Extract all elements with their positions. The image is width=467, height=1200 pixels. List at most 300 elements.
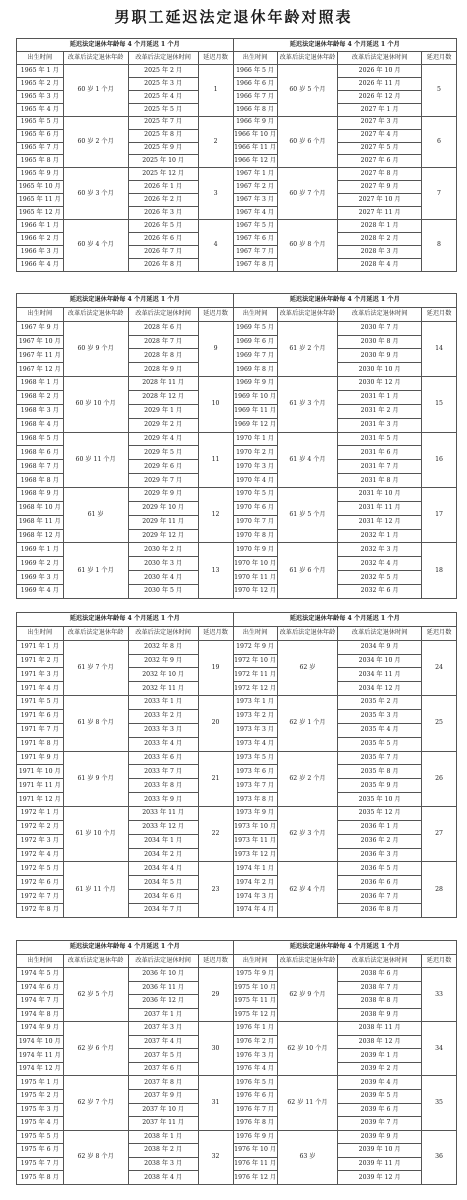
retirement-time-cell: 2033 年 4 月 (128, 737, 198, 751)
retirement-time-cell: 2031 年 12 月 (338, 515, 422, 529)
table-row (17, 696, 457, 710)
retirement-time-cell: 2039 年 7 月 (338, 1117, 422, 1131)
retirement-time-cell: 2035 年 10 月 (338, 793, 422, 807)
delay-months-cell: 32 (198, 1130, 233, 1184)
birth-time-cell: 1974 年 4 月 (233, 904, 277, 918)
birth-time-cell: 1968 年 2 月 (17, 391, 64, 405)
birth-time-cell: 1970 年 3 月 (233, 460, 277, 474)
col-header-birth: 出生时间 (17, 626, 64, 640)
retirement-age-cell: 60 岁 11 个月 (63, 432, 128, 487)
retirement-time-cell: 2031 年 7 月 (338, 460, 422, 474)
retirement-time-cell: 2038 年 4 月 (128, 1171, 198, 1185)
retirement-time-cell: 2036 年 3 月 (338, 848, 422, 862)
retirement-time-cell: 2031 年 3 月 (338, 418, 422, 432)
retirement-table (16, 38, 457, 272)
birth-time-cell: 1975 年 9 月 (233, 968, 277, 982)
retirement-age-cell: 60 岁 7 个月 (277, 168, 338, 220)
col-header-new-time: 改革后法定退休时间 (128, 307, 198, 321)
birth-time-cell: 1968 年 7 月 (17, 460, 64, 474)
retirement-time-cell: 2029 年 12 月 (128, 529, 198, 543)
retirement-time-cell: 2035 年 2 月 (338, 696, 422, 710)
birth-time-cell: 1969 年 3 月 (17, 571, 64, 585)
birth-time-cell: 1968 年 3 月 (17, 404, 64, 418)
delay-months-cell: 4 (198, 220, 233, 272)
birth-time-cell: 1968 年 5 月 (17, 432, 64, 446)
col-header-new-age: 改革后法定退休年龄 (63, 51, 128, 64)
birth-time-cell: 1976 年 2 月 (233, 1035, 277, 1049)
delay-months-cell: 9 (198, 321, 233, 376)
col-header-new-time: 改革后法定退休时间 (128, 954, 198, 968)
table-row (17, 968, 457, 982)
delay-months-cell: 24 (422, 640, 457, 695)
table-header-row (17, 941, 457, 955)
retirement-time-cell: 2028 年 3 月 (338, 246, 422, 259)
retirement-time-cell: 2033 年 2 月 (128, 710, 198, 724)
retirement-age-cell: 60 岁 1 个月 (63, 64, 128, 116)
birth-time-cell: 1965 年 8 月 (17, 155, 64, 168)
table-row (17, 432, 457, 446)
retirement-time-cell: 2027 年 1 月 (338, 103, 422, 116)
table-block-4 (16, 940, 457, 1185)
birth-time-cell: 1966 年 7 月 (233, 90, 277, 103)
birth-time-cell: 1971 年 4 月 (17, 682, 64, 696)
retirement-time-cell: 2028 年 6 月 (128, 321, 198, 335)
section-header-left: 延迟法定退休年龄每 4 个月延迟 1 个月 (17, 941, 234, 955)
table-row (17, 377, 457, 391)
retirement-time-cell: 2026 年 10 月 (338, 64, 422, 77)
birth-time-cell: 1974 年 2 月 (233, 876, 277, 890)
column-header-row (17, 307, 457, 321)
birth-time-cell: 1973 年 12 月 (233, 848, 277, 862)
birth-time-cell: 1972 年 6 月 (17, 876, 64, 890)
retirement-time-cell: 2037 年 1 月 (128, 1008, 198, 1022)
birth-time-cell: 1966 年 3 月 (17, 246, 64, 259)
birth-time-cell: 1972 年 11 月 (233, 668, 277, 682)
birth-time-cell: 1965 年 9 月 (17, 168, 64, 181)
retirement-age-cell: 62 岁 8 个月 (63, 1130, 128, 1184)
table-block-2 (16, 293, 457, 599)
birth-time-cell: 1968 年 6 月 (17, 446, 64, 460)
birth-time-cell: 1969 年 1 月 (17, 543, 64, 557)
col-header-birth: 出生时间 (233, 307, 277, 321)
retirement-time-cell: 2025 年 10 月 (128, 155, 198, 168)
retirement-time-cell: 2037 年 9 月 (128, 1090, 198, 1104)
section-header-left: 延迟法定退休年龄每 4 个月延迟 1 个月 (17, 613, 234, 627)
retirement-time-cell: 2035 年 3 月 (338, 710, 422, 724)
birth-time-cell: 1965 年 4 月 (17, 103, 64, 116)
retirement-time-cell: 2029 年 11 月 (128, 515, 198, 529)
column-header-row (17, 51, 457, 64)
birth-time-cell: 1971 年 12 月 (17, 793, 64, 807)
birth-time-cell: 1973 年 1 月 (233, 696, 277, 710)
birth-time-cell: 1975 年 3 月 (17, 1103, 64, 1117)
retirement-time-cell: 2028 年 2 月 (338, 233, 422, 246)
birth-time-cell: 1965 年 12 月 (17, 207, 64, 220)
birth-time-cell: 1966 年 5 月 (233, 64, 277, 77)
table-row (17, 1076, 457, 1090)
birth-time-cell: 1976 年 7 月 (233, 1103, 277, 1117)
birth-time-cell: 1970 年 12 月 (233, 585, 277, 599)
col-header-months: 延迟月数 (422, 626, 457, 640)
col-header-months: 延迟月数 (198, 954, 233, 968)
birth-time-cell: 1976 年 1 月 (233, 1022, 277, 1036)
retirement-time-cell: 2038 年 1 月 (128, 1130, 198, 1144)
birth-time-cell: 1972 年 12 月 (233, 682, 277, 696)
retirement-time-cell: 2038 年 12 月 (338, 1035, 422, 1049)
retirement-time-cell: 2037 年 10 月 (128, 1103, 198, 1117)
retirement-time-cell: 2028 年 12 月 (128, 391, 198, 405)
retirement-time-cell: 2032 年 1 月 (338, 529, 422, 543)
retirement-time-cell: 2034 年 9 月 (338, 640, 422, 654)
retirement-time-cell: 2028 年 7 月 (128, 335, 198, 349)
birth-time-cell: 1967 年 6 月 (233, 233, 277, 246)
birth-time-cell: 1974 年 7 月 (17, 995, 64, 1009)
birth-time-cell: 1971 年 8 月 (17, 737, 64, 751)
birth-time-cell: 1972 年 3 月 (17, 834, 64, 848)
delay-months-cell: 10 (198, 377, 233, 432)
retirement-time-cell: 2028 年 1 月 (338, 220, 422, 233)
retirement-time-cell: 2037 年 8 月 (128, 1076, 198, 1090)
retirement-time-cell: 2028 年 4 月 (338, 258, 422, 271)
delay-months-cell: 7 (422, 168, 457, 220)
retirement-time-cell: 2038 年 7 月 (338, 981, 422, 995)
retirement-time-cell: 2031 年 5 月 (338, 432, 422, 446)
retirement-time-cell: 2032 年 9 月 (128, 654, 198, 668)
birth-time-cell: 1976 年 5 月 (233, 1076, 277, 1090)
retirement-time-cell: 2031 年 10 月 (338, 488, 422, 502)
delay-months-cell: 22 (198, 807, 233, 862)
section-header-left: 延迟法定退休年龄每 4 个月延迟 1 个月 (17, 294, 234, 308)
retirement-time-cell: 2026 年 6 月 (128, 233, 198, 246)
birth-time-cell: 1974 年 5 月 (17, 968, 64, 982)
retirement-time-cell: 2039 年 5 月 (338, 1090, 422, 1104)
birth-time-cell: 1976 年 10 月 (233, 1144, 277, 1158)
col-header-months: 延迟月数 (422, 51, 457, 64)
birth-time-cell: 1972 年 5 月 (17, 862, 64, 876)
retirement-time-cell: 2034 年 1 月 (128, 834, 198, 848)
retirement-time-cell: 2035 年 12 月 (338, 807, 422, 821)
retirement-age-cell: 61 岁 5 个月 (277, 488, 338, 543)
birth-time-cell: 1966 年 4 月 (17, 258, 64, 271)
retirement-age-cell: 62 岁 2 个月 (277, 751, 338, 806)
retirement-time-cell: 2034 年 11 月 (338, 668, 422, 682)
delay-months-cell: 17 (422, 488, 457, 543)
table-row (17, 751, 457, 765)
birth-time-cell: 1966 年 1 月 (17, 220, 64, 233)
birth-time-cell: 1965 年 10 月 (17, 181, 64, 194)
retirement-time-cell: 2039 年 9 月 (338, 1130, 422, 1144)
retirement-time-cell: 2027 年 4 月 (338, 129, 422, 142)
retirement-time-cell: 2033 年 9 月 (128, 793, 198, 807)
birth-time-cell: 1974 年 1 月 (233, 862, 277, 876)
table-header-row (17, 613, 457, 627)
birth-time-cell: 1971 年 1 月 (17, 640, 64, 654)
retirement-time-cell: 2026 年 5 月 (128, 220, 198, 233)
birth-time-cell: 1968 年 8 月 (17, 474, 64, 488)
birth-time-cell: 1966 年 9 月 (233, 116, 277, 129)
birth-time-cell: 1969 年 10 月 (233, 391, 277, 405)
retirement-time-cell: 2031 年 2 月 (338, 404, 422, 418)
col-header-new-age: 改革后法定退休年龄 (63, 954, 128, 968)
birth-time-cell: 1970 年 7 月 (233, 515, 277, 529)
col-header-birth: 出生时间 (17, 954, 64, 968)
retirement-age-cell: 61 岁 7 个月 (63, 640, 128, 695)
delay-months-cell: 6 (422, 116, 457, 168)
table-row (17, 862, 457, 876)
delay-months-cell: 8 (422, 220, 457, 272)
retirement-table (16, 293, 457, 599)
retirement-time-cell: 2033 年 12 月 (128, 820, 198, 834)
birth-time-cell: 1974 年 10 月 (17, 1035, 64, 1049)
birth-time-cell: 1972 年 8 月 (17, 904, 64, 918)
retirement-age-cell: 62 岁 9 个月 (277, 968, 338, 1022)
col-header-new-time: 改革后法定退休时间 (128, 51, 198, 64)
retirement-time-cell: 2034 年 10 月 (338, 654, 422, 668)
retirement-time-cell: 2038 年 9 月 (338, 1008, 422, 1022)
birth-time-cell: 1973 年 7 月 (233, 779, 277, 793)
birth-time-cell: 1972 年 2 月 (17, 820, 64, 834)
birth-time-cell: 1974 年 6 月 (17, 981, 64, 995)
retirement-time-cell: 2030 年 5 月 (128, 585, 198, 599)
birth-time-cell: 1970 年 2 月 (233, 446, 277, 460)
section-header-right: 延迟法定退休年龄每 4 个月延迟 1 个月 (233, 39, 457, 52)
birth-time-cell: 1975 年 5 月 (17, 1130, 64, 1144)
retirement-time-cell: 2032 年 4 月 (338, 557, 422, 571)
birth-time-cell: 1967 年 5 月 (233, 220, 277, 233)
birth-time-cell: 1967 年 11 月 (17, 349, 64, 363)
birth-time-cell: 1971 年 7 月 (17, 723, 64, 737)
retirement-time-cell: 2035 年 7 月 (338, 751, 422, 765)
delay-months-cell: 1 (198, 64, 233, 116)
retirement-time-cell: 2038 年 3 月 (128, 1157, 198, 1171)
retirement-age-cell: 63 岁 (277, 1130, 338, 1184)
birth-time-cell: 1972 年 9 月 (233, 640, 277, 654)
birth-time-cell: 1972 年 1 月 (17, 807, 64, 821)
retirement-time-cell: 2027 年 8 月 (338, 168, 422, 181)
retirement-time-cell: 2034 年 5 月 (128, 876, 198, 890)
delay-months-cell: 12 (198, 488, 233, 543)
col-header-new-time: 改革后法定退休时间 (338, 626, 422, 640)
retirement-time-cell: 2037 年 11 月 (128, 1117, 198, 1131)
table-block-3 (16, 612, 457, 918)
table-header-row (17, 39, 457, 52)
birth-time-cell: 1974 年 8 月 (17, 1008, 64, 1022)
birth-time-cell: 1973 年 2 月 (233, 710, 277, 724)
delay-months-cell: 3 (198, 168, 233, 220)
delay-months-cell: 29 (198, 968, 233, 1022)
birth-time-cell: 1966 年 8 月 (233, 103, 277, 116)
delay-months-cell: 23 (198, 862, 233, 918)
table-row (17, 543, 457, 557)
retirement-age-cell: 61 岁 10 个月 (63, 807, 128, 862)
birth-time-cell: 1976 年 9 月 (233, 1130, 277, 1144)
retirement-time-cell: 2036 年 6 月 (338, 876, 422, 890)
retirement-time-cell: 2030 年 8 月 (338, 335, 422, 349)
retirement-time-cell: 2033 年 11 月 (128, 807, 198, 821)
retirement-time-cell: 2035 年 9 月 (338, 779, 422, 793)
col-header-months: 延迟月数 (422, 307, 457, 321)
retirement-age-cell: 62 岁 7 个月 (63, 1076, 128, 1130)
delay-months-cell: 35 (422, 1076, 457, 1130)
birth-time-cell: 1969 年 8 月 (233, 363, 277, 377)
birth-time-cell: 1968 年 10 月 (17, 501, 64, 515)
col-header-months: 延迟月数 (198, 626, 233, 640)
retirement-time-cell: 2034 年 12 月 (338, 682, 422, 696)
retirement-age-cell: 61 岁 8 个月 (63, 696, 128, 751)
retirement-time-cell: 2038 年 11 月 (338, 1022, 422, 1036)
birth-time-cell: 1969 年 2 月 (17, 557, 64, 571)
delay-months-cell: 13 (198, 543, 233, 599)
birth-time-cell: 1970 年 5 月 (233, 488, 277, 502)
table-row (17, 116, 457, 129)
birth-time-cell: 1967 年 10 月 (17, 335, 64, 349)
retirement-time-cell: 2031 年 6 月 (338, 446, 422, 460)
retirement-time-cell: 2027 年 6 月 (338, 155, 422, 168)
retirement-age-cell: 62 岁 11 个月 (277, 1076, 338, 1130)
table-row (17, 220, 457, 233)
retirement-time-cell: 2033 年 7 月 (128, 765, 198, 779)
retirement-time-cell: 2036 年 5 月 (338, 862, 422, 876)
birth-time-cell: 1969 年 4 月 (17, 585, 64, 599)
retirement-time-cell: 2038 年 6 月 (338, 968, 422, 982)
retirement-time-cell: 2028 年 8 月 (128, 349, 198, 363)
retirement-time-cell: 2030 年 9 月 (338, 349, 422, 363)
birth-time-cell: 1969 年 9 月 (233, 377, 277, 391)
retirement-age-cell: 62 岁 6 个月 (63, 1022, 128, 1076)
birth-time-cell: 1965 年 3 月 (17, 90, 64, 103)
retirement-age-cell: 61 岁 3 个月 (277, 377, 338, 432)
col-header-months: 延迟月数 (198, 307, 233, 321)
birth-time-cell: 1965 年 11 月 (17, 194, 64, 207)
delay-months-cell: 2 (198, 116, 233, 168)
retirement-time-cell: 2036 年 7 月 (338, 890, 422, 904)
birth-time-cell: 1968 年 4 月 (17, 418, 64, 432)
birth-time-cell: 1967 年 12 月 (17, 363, 64, 377)
retirement-time-cell: 2027 年 10 月 (338, 194, 422, 207)
retirement-time-cell: 2036 年 1 月 (338, 820, 422, 834)
birth-time-cell: 1969 年 5 月 (233, 321, 277, 335)
retirement-time-cell: 2025 年 3 月 (128, 77, 198, 90)
retirement-time-cell: 2039 年 12 月 (338, 1171, 422, 1185)
column-header-row (17, 626, 457, 640)
table-row (17, 640, 457, 654)
birth-time-cell: 1968 年 12 月 (17, 529, 64, 543)
retirement-time-cell: 2029 年 9 月 (128, 488, 198, 502)
birth-time-cell: 1971 年 5 月 (17, 696, 64, 710)
col-header-birth: 出生时间 (233, 626, 277, 640)
birth-time-cell: 1965 年 2 月 (17, 77, 64, 90)
birth-time-cell: 1971 年 3 月 (17, 668, 64, 682)
birth-time-cell: 1970 年 1 月 (233, 432, 277, 446)
delay-months-cell: 31 (198, 1076, 233, 1130)
birth-time-cell: 1973 年 8 月 (233, 793, 277, 807)
birth-time-cell: 1967 年 9 月 (17, 321, 64, 335)
retirement-time-cell: 2038 年 8 月 (338, 995, 422, 1009)
retirement-time-cell: 2025 年 9 月 (128, 142, 198, 155)
col-header-new-age: 改革后法定退休年龄 (277, 51, 338, 64)
birth-time-cell: 1975 年 2 月 (17, 1090, 64, 1104)
birth-time-cell: 1973 年 9 月 (233, 807, 277, 821)
delay-months-cell: 30 (198, 1022, 233, 1076)
table-row (17, 807, 457, 821)
delay-months-cell: 21 (198, 751, 233, 806)
retirement-time-cell: 2035 年 5 月 (338, 737, 422, 751)
birth-time-cell: 1968 年 1 月 (17, 377, 64, 391)
birth-time-cell: 1969 年 7 月 (233, 349, 277, 363)
retirement-time-cell: 2033 年 8 月 (128, 779, 198, 793)
retirement-time-cell: 2034 年 6 月 (128, 890, 198, 904)
birth-time-cell: 1974 年 3 月 (233, 890, 277, 904)
retirement-time-cell: 2037 年 5 月 (128, 1049, 198, 1063)
birth-time-cell: 1970 年 4 月 (233, 474, 277, 488)
retirement-time-cell: 2030 年 7 月 (338, 321, 422, 335)
delay-months-cell: 20 (198, 696, 233, 751)
retirement-time-cell: 2037 年 3 月 (128, 1022, 198, 1036)
birth-time-cell: 1967 年 3 月 (233, 194, 277, 207)
retirement-time-cell: 2036 年 8 月 (338, 904, 422, 918)
col-header-new-time: 改革后法定退休时间 (338, 51, 422, 64)
retirement-age-cell: 60 岁 4 个月 (63, 220, 128, 272)
birth-time-cell: 1976 年 11 月 (233, 1157, 277, 1171)
delay-months-cell: 34 (422, 1022, 457, 1076)
retirement-age-cell: 61 岁 4 个月 (277, 432, 338, 487)
retirement-time-cell: 2039 年 1 月 (338, 1049, 422, 1063)
birth-time-cell: 1968 年 11 月 (17, 515, 64, 529)
birth-time-cell: 1971 年 9 月 (17, 751, 64, 765)
retirement-time-cell: 2030 年 10 月 (338, 363, 422, 377)
birth-time-cell: 1965 年 7 月 (17, 142, 64, 155)
birth-time-cell: 1971 年 11 月 (17, 779, 64, 793)
delay-months-cell: 33 (422, 968, 457, 1022)
retirement-time-cell: 2025 年 7 月 (128, 116, 198, 129)
retirement-time-cell: 2032 年 8 月 (128, 640, 198, 654)
retirement-time-cell: 2028 年 9 月 (128, 363, 198, 377)
birth-time-cell: 1971 年 6 月 (17, 710, 64, 724)
birth-time-cell: 1975 年 11 月 (233, 995, 277, 1009)
birth-time-cell: 1975 年 10 月 (233, 981, 277, 995)
birth-time-cell: 1966 年 12 月 (233, 155, 277, 168)
retirement-time-cell: 2029 年 2 月 (128, 418, 198, 432)
birth-time-cell: 1969 年 6 月 (233, 335, 277, 349)
retirement-time-cell: 2039 年 2 月 (338, 1062, 422, 1076)
section-header-right: 延迟法定退休年龄每 4 个月延迟 1 个月 (233, 941, 457, 955)
retirement-time-cell: 2026 年 1 月 (128, 181, 198, 194)
birth-time-cell: 1974 年 12 月 (17, 1062, 64, 1076)
retirement-table (16, 612, 457, 918)
birth-time-cell: 1973 年 6 月 (233, 765, 277, 779)
retirement-time-cell: 2036 年 2 月 (338, 834, 422, 848)
birth-time-cell: 1965 年 6 月 (17, 129, 64, 142)
birth-time-cell: 1966 年 6 月 (233, 77, 277, 90)
section-header-left: 延迟法定退休年龄每 4 个月延迟 1 个月 (17, 39, 234, 52)
retirement-time-cell: 2026 年 3 月 (128, 207, 198, 220)
delay-months-cell: 18 (422, 543, 457, 599)
retirement-age-cell: 60 岁 9 个月 (63, 321, 128, 376)
col-header-new-age: 改革后法定退休年龄 (63, 307, 128, 321)
delay-months-cell: 11 (198, 432, 233, 487)
col-header-new-age: 改革后法定退休年龄 (277, 954, 338, 968)
retirement-age-cell: 61 岁 (63, 488, 128, 543)
retirement-time-cell: 2026 年 12 月 (338, 90, 422, 103)
retirement-time-cell: 2029 年 6 月 (128, 460, 198, 474)
col-header-new-time: 改革后法定退休时间 (338, 954, 422, 968)
delay-months-cell: 25 (422, 696, 457, 751)
retirement-time-cell: 2027 年 9 月 (338, 181, 422, 194)
retirement-time-cell: 2029 年 7 月 (128, 474, 198, 488)
retirement-time-cell: 2032 年 11 月 (128, 682, 198, 696)
retirement-time-cell: 2029 年 4 月 (128, 432, 198, 446)
retirement-time-cell: 2039 年 11 月 (338, 1157, 422, 1171)
